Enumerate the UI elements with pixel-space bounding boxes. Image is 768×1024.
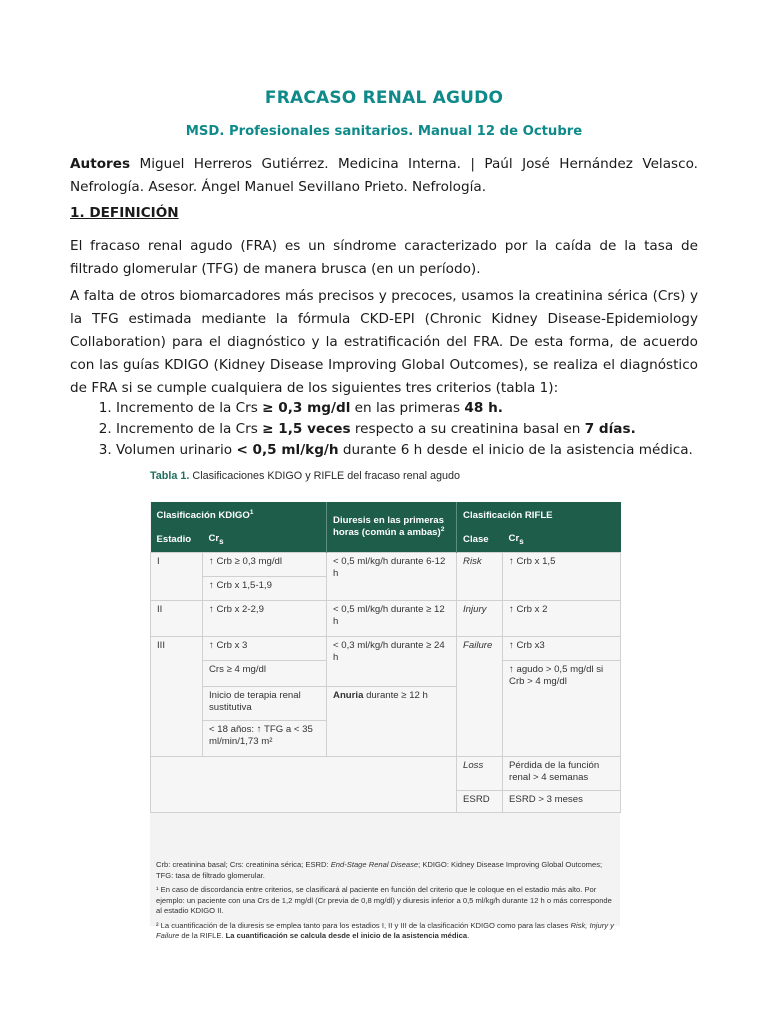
criteria-item: 3. Volumen urinario < 0,5 ml/kg/h durante 6 h desde el inicio de la asistencia médica.	[116, 440, 706, 461]
header-kdigo: Clasificación KDIGO$^1$	[151, 502, 327, 528]
criteria-item: 2. Incremento de la Crs ≥ 1,5 veces respecto a su creatinina basal en 7 días.	[116, 419, 706, 440]
header-crs-rifle: $Cr_s$	[503, 528, 621, 552]
kdigo-rifle-table	[150, 502, 621, 813]
table-caption: Tabla 1. Clasificaciones KDIGO y RIFLE del fracaso renal agudo	[150, 470, 461, 482]
criteria-list	[70, 398, 706, 461]
cell-ii-diuresis: < 0,5 ml/kg/h durante ≥ 12 h	[327, 600, 457, 636]
cell-iii-cr2: Crs ≥ 4 mg/dl	[203, 660, 327, 686]
cell-i-cr1: ↑ Crb ≥ 0,3 mg/dl	[203, 552, 327, 576]
table-container	[150, 502, 620, 940]
cell-stage-i: I	[151, 552, 203, 600]
authors-label: Autores	[70, 156, 131, 172]
cell-class-risk: Risk	[457, 552, 503, 600]
cell-class-failure: Failure	[457, 636, 503, 756]
cell-iii-cr1: ↑ Crb x 3	[203, 636, 327, 660]
cell-ii-cr: ↑ Crb x 2-2,9	[203, 600, 327, 636]
cell-iii-diuresis2: Anuria durante ≥ 12 h	[327, 686, 457, 756]
criteria-item: 1. Incremento de la Crs ≥ 0,3 mg/dl en las primeras 48 h.	[116, 398, 706, 419]
cell-class-loss: Loss	[457, 756, 503, 790]
cell-esrd-rifle-cr: ESRD > 3 meses	[503, 790, 621, 812]
cell-i-rifle-cr: ↑ Crb x 1,5	[503, 552, 621, 600]
authors-paragraph	[70, 153, 698, 199]
cell-iii-cr3: Inicio de terapia renal sustitutiva	[203, 686, 327, 720]
cell-loss-rifle-cr: Pérdida de la función renal > 4 semanas	[503, 756, 621, 790]
cell-i-diuresis: < 0,5 ml/kg/h durante 6-12 h	[327, 552, 457, 600]
cell-iii-rifle-cr1: ↑ Crb x3	[503, 636, 621, 660]
cell-i-cr2: ↑ Crb x 1,5-1,9	[203, 576, 327, 600]
header-clase: Clase	[457, 528, 503, 552]
header-rifle: Clasificación RIFLE	[457, 502, 621, 528]
authors-text: Miguel Herreros Gutiérrez. Medicina Interna. | Paúl José Hernández Velasco. Nefrología. Asesor. Ángel Manuel Sevillano Prieto. Nefrología.	[70, 156, 698, 195]
page-subtitle: MSD. Profesionales sanitarios. Manual 12 de Octubre	[185, 124, 583, 139]
header-crs: $Cr_s$	[203, 528, 327, 552]
table-figure	[150, 466, 620, 940]
cell-stage-ii: II	[151, 600, 203, 636]
note-1: ¹ En caso de discordancia entre criterios, se clasificará al paciente en función del criterio que le coloque en el estadio más alto. Por ejemplo: un paciente con una Crs de 1,2 mg/dl (Cr previa de 0,8 mg/dl) y diuresis inferior a 0,5 ml/kg/h durante 12 h o más corresponde al estadio KDIGO II.	[156, 885, 612, 915]
cell-empty	[151, 756, 457, 812]
cell-class-injury: Injury	[457, 600, 503, 636]
header-estadio: Estadio	[151, 528, 203, 552]
cell-iii-diuresis1: < 0,3 ml/kg/h durante ≥ 24 h	[327, 636, 457, 686]
cell-stage-iii: III	[151, 636, 203, 756]
header-diuresis: Diuresis en las primeras horas (común a ambas)$^2$	[327, 502, 457, 552]
criteria-intro-paragraph: A falta de otros biomarcadores más precisos y precoces, usamos la creatinina sérica (Crs) y la TFG estimada mediante la fórmula CKD-EPI (Chronic Kidney Disease-Epidemiology Collaboration) para el diagnóstico y la estratificación del FRA. De esta forma, de acuerdo con las guías KDIGO (Kidney Disease Improving Global Outcomes), se realiza el diagnóstico de FRA si se cumple cualquiera de los siguientes tres criterios (tabla 1):	[70, 288, 698, 396]
note-2: ² La cuantificación de la diuresis se emplea tanto para los estadios I, II y III de la clasificación KDIGO como para las clases Risk, Injury y Failure de la RIFLE. La cuantificación se calcula desde el inicio de la asistencia médica.	[156, 920, 614, 940]
section-heading: 1. DEFINICIÓN	[70, 205, 179, 221]
note-abbreviations: Crb: creatinina basal; Crs: creatinina sérica; ESRD: End-Stage Renal Disease; KDIGO: Kidney Disease Improving Global Outcomes; TFG: tasa de filtrado glomerular.	[156, 860, 603, 880]
cell-ii-rifle-cr: ↑ Crb x 2	[503, 600, 621, 636]
table-notes	[150, 860, 620, 946]
page-title: FRACASO RENAL AGUDO	[264, 88, 504, 108]
definition-paragraph: El fracaso renal agudo (FRA) es un síndrome caracterizado por la caída de la tasa de filtrado glomerular (TFG) de manera brusca (en un período).	[70, 238, 698, 277]
cell-iii-cr4: < 18 años: ↑ TFG a < 35 ml/min/1,73 m²	[203, 720, 327, 756]
cell-iii-rifle-cr2: ↑ agudo > 0,5 mg/dl si Crb > 4 mg/dl	[503, 660, 621, 756]
cell-class-esrd: ESRD	[457, 790, 503, 812]
